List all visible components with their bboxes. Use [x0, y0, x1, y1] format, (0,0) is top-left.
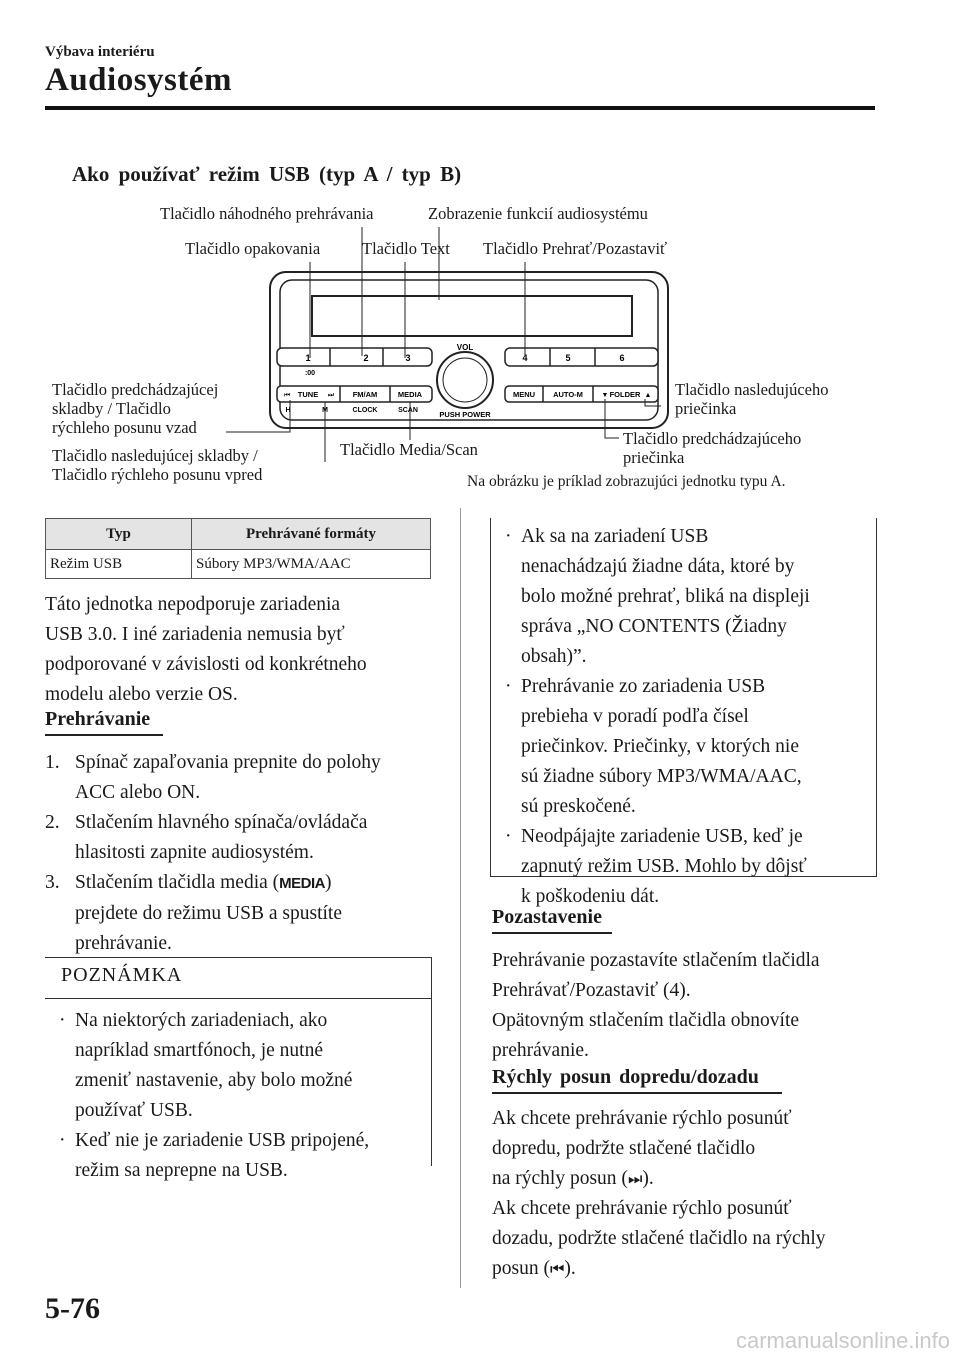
pause-subheading: Pozastavenie [492, 906, 602, 928]
fast-forward-icon: ⏭ [627, 1169, 643, 1188]
unit-display [312, 296, 632, 336]
media-button-icon: MEDIA [279, 869, 325, 899]
preset-5: 5 [565, 353, 571, 363]
text-line: dopredu, podržte stlačené tlačidlo [492, 1138, 756, 1159]
volume-knob [437, 352, 493, 408]
pause-paragraph [492, 946, 892, 1066]
text-line: Neodpájajte zariadenie USB, keď je [521, 826, 803, 847]
text-line: prehrávanie. [492, 1040, 589, 1061]
format-table [45, 518, 431, 579]
text-line: Stlačením hlavného spínača/ovládača [75, 812, 368, 833]
label-text-button: Tlačidlo Text [362, 239, 450, 258]
text-line: Prehrávať/Pozastaviť (4). [492, 980, 691, 1001]
text-line: prehrávanie. [75, 933, 172, 954]
preset-1: 1 [305, 353, 311, 363]
label-display: Zobrazenie funkcií audiosystému [428, 204, 648, 223]
h-label: H [285, 407, 291, 414]
label-media-scan-button: Tlačidlo Media/Scan [340, 440, 478, 459]
vol-label: VOL [456, 343, 474, 352]
text-line: na rýchly posun (⏭). [492, 1168, 654, 1189]
text-line: prebieha v poradí podľa čísel [521, 706, 749, 727]
text-line: sú preskočené. [521, 796, 636, 817]
label-prev-track-1: Tlačidlo predchádzajúcej [52, 380, 219, 399]
text-line: k poškodeniu dát. [521, 886, 660, 907]
folder-up-icon: ▲ [644, 392, 652, 399]
label-play-pause-button: Tlačidlo Prehrať/Pozastaviť [483, 239, 668, 258]
push-power-label: PUSH POWER [439, 410, 491, 419]
text-line: obsah)”. [521, 646, 587, 667]
watermark: carmanualsonline.info [735, 1328, 950, 1353]
playback-steps [45, 748, 440, 959]
text-line: Stlačením tlačidla media (MEDIA) [75, 868, 440, 899]
text-line: zmeniť nastavenie, aby bolo možné [75, 1070, 353, 1091]
media-label: MEDIA [397, 390, 423, 399]
label-next-track-2: Tlačidlo rýchleho posunu vpred [52, 465, 263, 484]
time-label: :00 [304, 370, 316, 377]
bullet-item [45, 1126, 431, 1186]
text-line: prejdete do režimu USB a spustíte [75, 903, 342, 924]
text-line: Opätovným stlačením tlačidla obnovíte [492, 1010, 800, 1031]
tune-label: TUNE [297, 390, 319, 399]
text-line: správa „NO CONTENTS (Žiadny [521, 616, 787, 637]
label-prev-folder-2: priečinka [623, 448, 685, 467]
text-line: Táto jednotka nepodporuje zariadenia [45, 594, 341, 615]
page-title: Audiosystém [45, 62, 233, 98]
table-header: Prehrávané formáty [192, 519, 431, 550]
text-line: hlasitosti zapnite audiosystém. [75, 842, 314, 863]
text-line: nenachádzajú žiadne dáta, ktoré by [521, 556, 795, 577]
preset-6: 6 [619, 353, 625, 363]
note-bullets [491, 522, 876, 912]
folder-down-icon: ▼ [601, 392, 609, 399]
label-prev-track-2: skladby / Tlačidlo [52, 399, 171, 418]
menu-label: MENU [512, 390, 536, 399]
table-row [46, 550, 431, 579]
text-line: Spínač zapaľovania prepnite do polohy [75, 752, 381, 773]
preset-row-right [505, 348, 658, 366]
fm-am-label: FM/AM [352, 390, 378, 399]
text-line: Prehrávanie zo zariadenia USB [521, 676, 766, 697]
text-line: priečinkov. Priečinky, v ktorých nie [521, 736, 799, 757]
bullet-item [491, 822, 876, 912]
preset-4: 4 [522, 353, 528, 363]
text-line: posun (⏮). [492, 1258, 576, 1279]
auto-m-label: AUTO-M [553, 390, 583, 399]
text-line: ACC alebo ON. [75, 782, 201, 803]
bullet-dot: · [59, 1130, 66, 1151]
bullet-item [491, 672, 876, 822]
text-line: Ak chcete prehrávanie rýchlo posunúť [492, 1108, 792, 1129]
bullet-item [45, 1006, 431, 1126]
bullet-item [491, 522, 876, 672]
label-next-track-1: Tlačidlo nasledujúcej skladby / [52, 446, 258, 465]
column-divider [460, 508, 461, 1288]
bullet-dot: · [505, 676, 512, 697]
text-line: USB 3.0. I iné zariadenia nemusia byť [45, 624, 345, 645]
preset-3: 3 [405, 353, 411, 363]
label-next-folder-2: priečinka [675, 399, 737, 418]
rewind-icon: ⏮ [549, 1259, 565, 1278]
note-box-continued [490, 518, 877, 907]
text-line: zapnutý režim USB. Mohlo by dôjsť [521, 856, 807, 877]
step-item [45, 748, 440, 808]
clock-label: CLOCK [352, 407, 378, 414]
label-repeat-button: Tlačidlo opakovania [185, 239, 321, 258]
text-line: režim sa neprepne na USB. [75, 1160, 288, 1181]
text-line: Na niektorých zariadeniach, ako [75, 1010, 328, 1031]
playback-subheading: Prehrávanie [45, 708, 151, 730]
section-heading: Ako používať režim USB (typ A / typ B) [72, 162, 462, 186]
note-title: POZNÁMKA [61, 964, 183, 986]
text-line: sú žiadne súbory MP3/WMA/AAC, [521, 766, 802, 787]
note-rule [45, 998, 431, 999]
m-label: M [322, 407, 328, 414]
folder-label: FOLDER [609, 390, 641, 399]
scan-label: SCAN [398, 407, 418, 414]
bullet-dot: · [505, 526, 512, 547]
table-cell: Režim USB [46, 550, 192, 579]
text-line: používať USB. [75, 1100, 193, 1121]
text-line: podporované v závislosti od konkrétneho [45, 654, 367, 675]
step-number: 2. [45, 812, 60, 833]
bullet-dot: · [505, 826, 512, 847]
pause-underline [492, 932, 612, 934]
text-line: dozadu, podržte stlačené tlačidlo na rýchly [492, 1228, 826, 1249]
label-prev-track-3: rýchleho posunu vzad [52, 418, 197, 437]
table-header: Typ [46, 519, 192, 550]
step-item [45, 808, 440, 868]
prev-arrows-icon: ⏮ [283, 392, 291, 399]
step-number: 3. [45, 872, 60, 893]
preset-2: 2 [363, 353, 369, 363]
text-line: Keď nie je zariadenie USB pripojené, [75, 1130, 370, 1151]
table-header-row [46, 519, 431, 550]
text-line: Prehrávanie pozastavíte stlačením tlačidla [492, 950, 820, 971]
fast-forward-paragraph [492, 1104, 892, 1284]
text-line: modelu alebo verzie OS. [45, 684, 238, 705]
next-arrows-icon: ⏭ [327, 392, 335, 399]
text-line: Ak sa na zariadení USB [521, 526, 709, 547]
label-next-folder-1: Tlačidlo nasledujúceho [675, 380, 829, 399]
text-line: Ak chcete prehrávanie rýchlo posunúť [492, 1198, 792, 1219]
text-line: napríklad smartfónoch, je nutné [75, 1040, 324, 1061]
playback-underline [45, 734, 163, 736]
fast-forward-underline [492, 1092, 782, 1094]
step-item [45, 868, 440, 959]
bullet-dot: · [59, 1010, 66, 1031]
section-label: Výbava interiéru [45, 44, 155, 60]
page-number: 5-76 [45, 1292, 100, 1325]
text-line: bolo možné prehrať, bliká na displeji [521, 586, 810, 607]
intro-paragraph [45, 590, 440, 710]
label-random-button: Tlačidlo náhodného prehrávania [160, 204, 374, 223]
note-box [45, 957, 432, 1181]
note-bullets [45, 1006, 431, 1186]
fast-forward-subheading: Rýchly posun dopredu/dozadu [492, 1066, 759, 1088]
table-cell: Súbory MP3/WMA/AAC [192, 550, 431, 579]
step-number: 1. [45, 752, 60, 773]
diagram-caption: Na obrázku je príklad zobrazujúci jednotku typu A. [467, 473, 786, 490]
label-prev-folder-1: Tlačidlo predchádzajúceho [623, 429, 802, 448]
